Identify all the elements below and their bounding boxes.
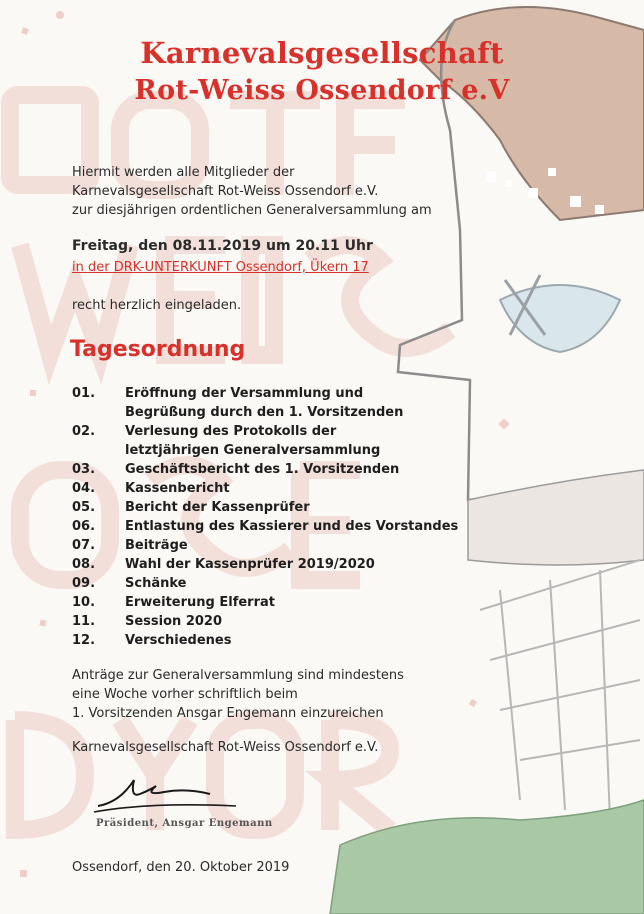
agenda-text-line: Begrüßung durch den 1. Vorsitzenden [125, 405, 404, 420]
agenda-number: 10. [72, 595, 96, 610]
agenda-item [72, 517, 492, 536]
signature-graphic [90, 772, 240, 816]
agenda-number: 11. [72, 614, 96, 629]
agenda-list [72, 384, 492, 650]
agenda-item [72, 422, 492, 460]
agenda-item [72, 384, 492, 422]
agenda-item [72, 479, 492, 498]
agenda-item [72, 460, 492, 479]
intro-line: zur diesjährigen ordentlichen Generalversammlung am [72, 203, 432, 218]
agenda-number: 06. [72, 519, 96, 534]
agenda-number: 04. [72, 481, 96, 496]
agenda-number: 07. [72, 538, 96, 553]
agenda-number: 12. [72, 633, 96, 648]
agenda-text: Beiträge [125, 538, 188, 553]
note-line: eine Woche vorher schriftlich beim [72, 687, 298, 702]
agenda-number: 09. [72, 576, 96, 591]
agenda-title: Tagesordnung [70, 337, 246, 362]
title-line-1: Karnevalsgesellschaft [140, 36, 504, 70]
place-date: Ossendorf, den 20. Oktober 2019 [72, 860, 290, 875]
note-line: Anträge zur Generalversammlung sind mindestens [72, 668, 404, 683]
agenda-number: 02. [72, 424, 96, 439]
agenda-item [72, 574, 492, 593]
agenda-number: 08. [72, 557, 96, 572]
agenda-text: Wahl der Kassenprüfer 2019/2020 [125, 557, 375, 572]
agenda-number: 05. [72, 500, 96, 515]
agenda-item [72, 593, 492, 612]
intro-paragraph [72, 163, 432, 220]
agenda-text: Entlastung des Kassierer und des Vorstandes [125, 519, 459, 534]
submission-note [72, 666, 404, 723]
meeting-location: in der DRK-UNTERKUNFT Ossendorf, Ükern 17 [72, 260, 369, 275]
intro-line: Karnevalsgesellschaft Rot-Weiss Ossendorf e.V. [72, 184, 379, 199]
agenda-text-line: letztjährigen Generalversammlung [125, 443, 381, 458]
agenda-text: Verschiedenes [125, 633, 232, 648]
agenda-item [72, 555, 492, 574]
invite-text: recht herzlich eingeladen. [72, 298, 242, 313]
agenda-text [125, 422, 492, 460]
agenda-number: 01. [72, 386, 96, 401]
agenda-text: Session 2020 [125, 614, 223, 629]
agenda-number: 03. [72, 462, 96, 477]
agenda-text-line: Eröffnung der Versammlung und [125, 386, 364, 401]
agenda-item [72, 612, 492, 631]
agenda-text: Schänke [125, 576, 187, 591]
agenda-text-line: Verlesung des Protokolls der [125, 424, 337, 439]
agenda-text: Kassenbericht [125, 481, 230, 496]
organization-name: Karnevalsgesellschaft Rot-Weiss Ossendorf e.V. [72, 740, 379, 755]
title-line-2: Rot-Weiss Ossendorf e.V [134, 75, 510, 106]
agenda-text: Erweiterung Elferrat [125, 595, 275, 610]
note-line: 1. Vorsitzenden Ansgar Engemann einzureichen [72, 706, 384, 721]
agenda-item [72, 536, 492, 555]
agenda-item [72, 498, 492, 517]
agenda-item [72, 631, 492, 650]
intro-line: Hiermit werden alle Mitglieder der [72, 165, 295, 180]
meeting-date-time: Freitag, den 08.11.2019 um 20.11 Uhr [72, 238, 373, 254]
agenda-text [125, 384, 492, 422]
agenda-text: Bericht der Kassenprüfer [125, 500, 310, 515]
signature-caption: Präsident, Ansgar Engemann [96, 818, 273, 829]
agenda-text: Geschäftsbericht des 1. Vorsitzenden [125, 462, 400, 477]
